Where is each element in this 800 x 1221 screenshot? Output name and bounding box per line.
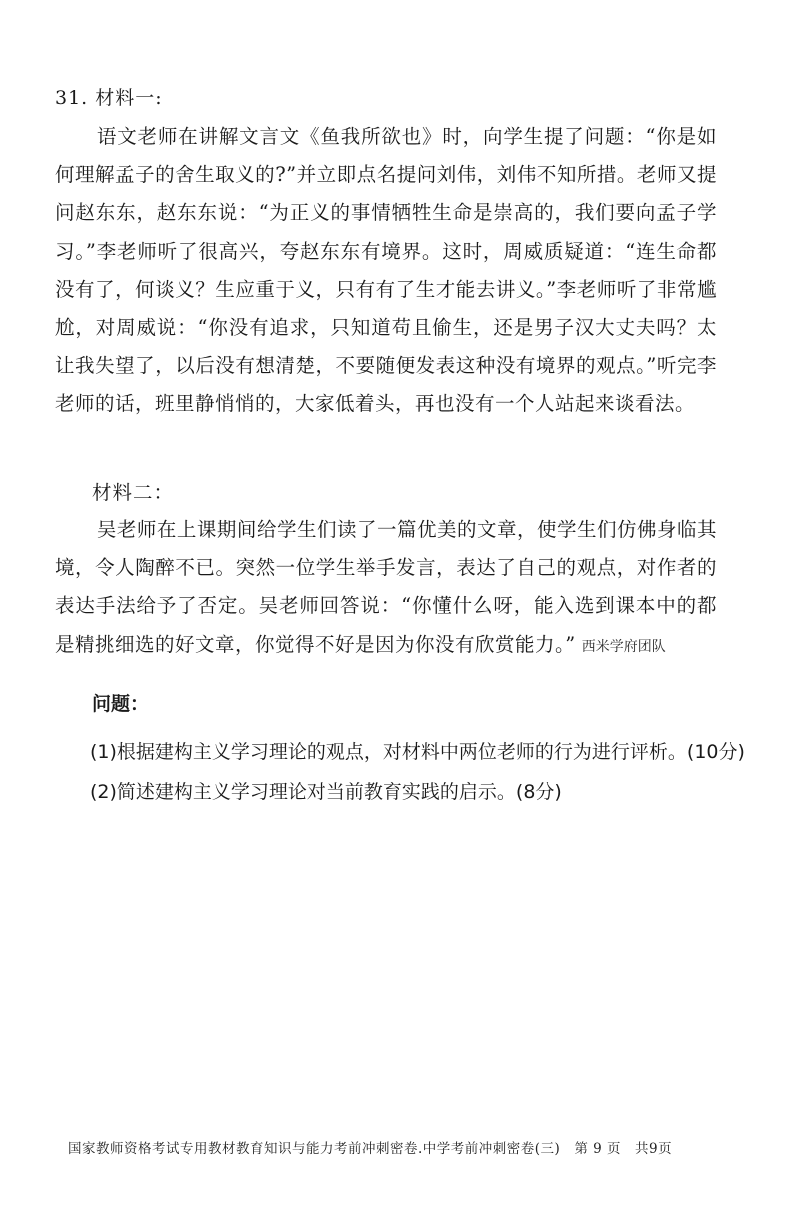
footer-page-number: 第 9 页 — [574, 1141, 621, 1157]
footer-title: 国家教师资格考试专用教材教育知识与能力考前冲刺密卷.中学考前冲刺密卷(三) — [68, 1141, 561, 1157]
material2-heading: 材料二： — [92, 481, 175, 504]
page-footer — [68, 1137, 672, 1157]
material2-paragraph — [55, 511, 717, 666]
sub-question-1: (1)根据建构主义学习理论的观点，对材料中两位老师的行为进行评析。(10分) — [90, 741, 745, 763]
questions-title: 问题： — [92, 693, 150, 715]
material1-paragraph: 语文老师在讲解文言文《鱼我所欲也》时，向学生提了问题：“你是如何理解孟子的舍生取义的?”并立即点名提问刘伟，刘伟不知所措。老师又提问赵东东，赵东东说：“为正义的事情牺牲生命是崇高的，我们要向孟子学习。”李老师听了很高兴，夸赵东东有境界。这时，周威质疑道：“连生命都没有了，何谈义？生应重于义，只有有了生才能去讲义。”李老师听了非常尴尬，对周威说：“你没有追求，只知道苟且偷生，还是男子汉大丈夫吗？太让我失望了，以后没有想清楚，不要随便发表这种没有境界的观点。”听完李老师的话，班里静悄悄的，大家低着头，再也没有一个人站起来谈看法。 — [55, 125, 717, 416]
watermark-text: 西米学府团队 — [581, 638, 666, 655]
sub-question-2: (2)简述建构主义学习理论对当前教育实践的启示。(8分) — [90, 781, 562, 803]
footer-total-pages: 共9页 — [635, 1141, 673, 1157]
question-number-material1-label: 31. 材料一: — [55, 87, 163, 109]
material2-text: 吴老师在上课期间给学生们读了一篇优美的文章，使学生们仿佛身临其境，令人陶醉不已。突然一位学生举手发言，表达了自己的观点，对作者的表达手法给予了否定。吴老师回答说：“你懂什么呀，能入选到课本中的都是精挑细选的好文章，你觉得不好是因为你没有欣赏能力。” — [55, 518, 717, 656]
